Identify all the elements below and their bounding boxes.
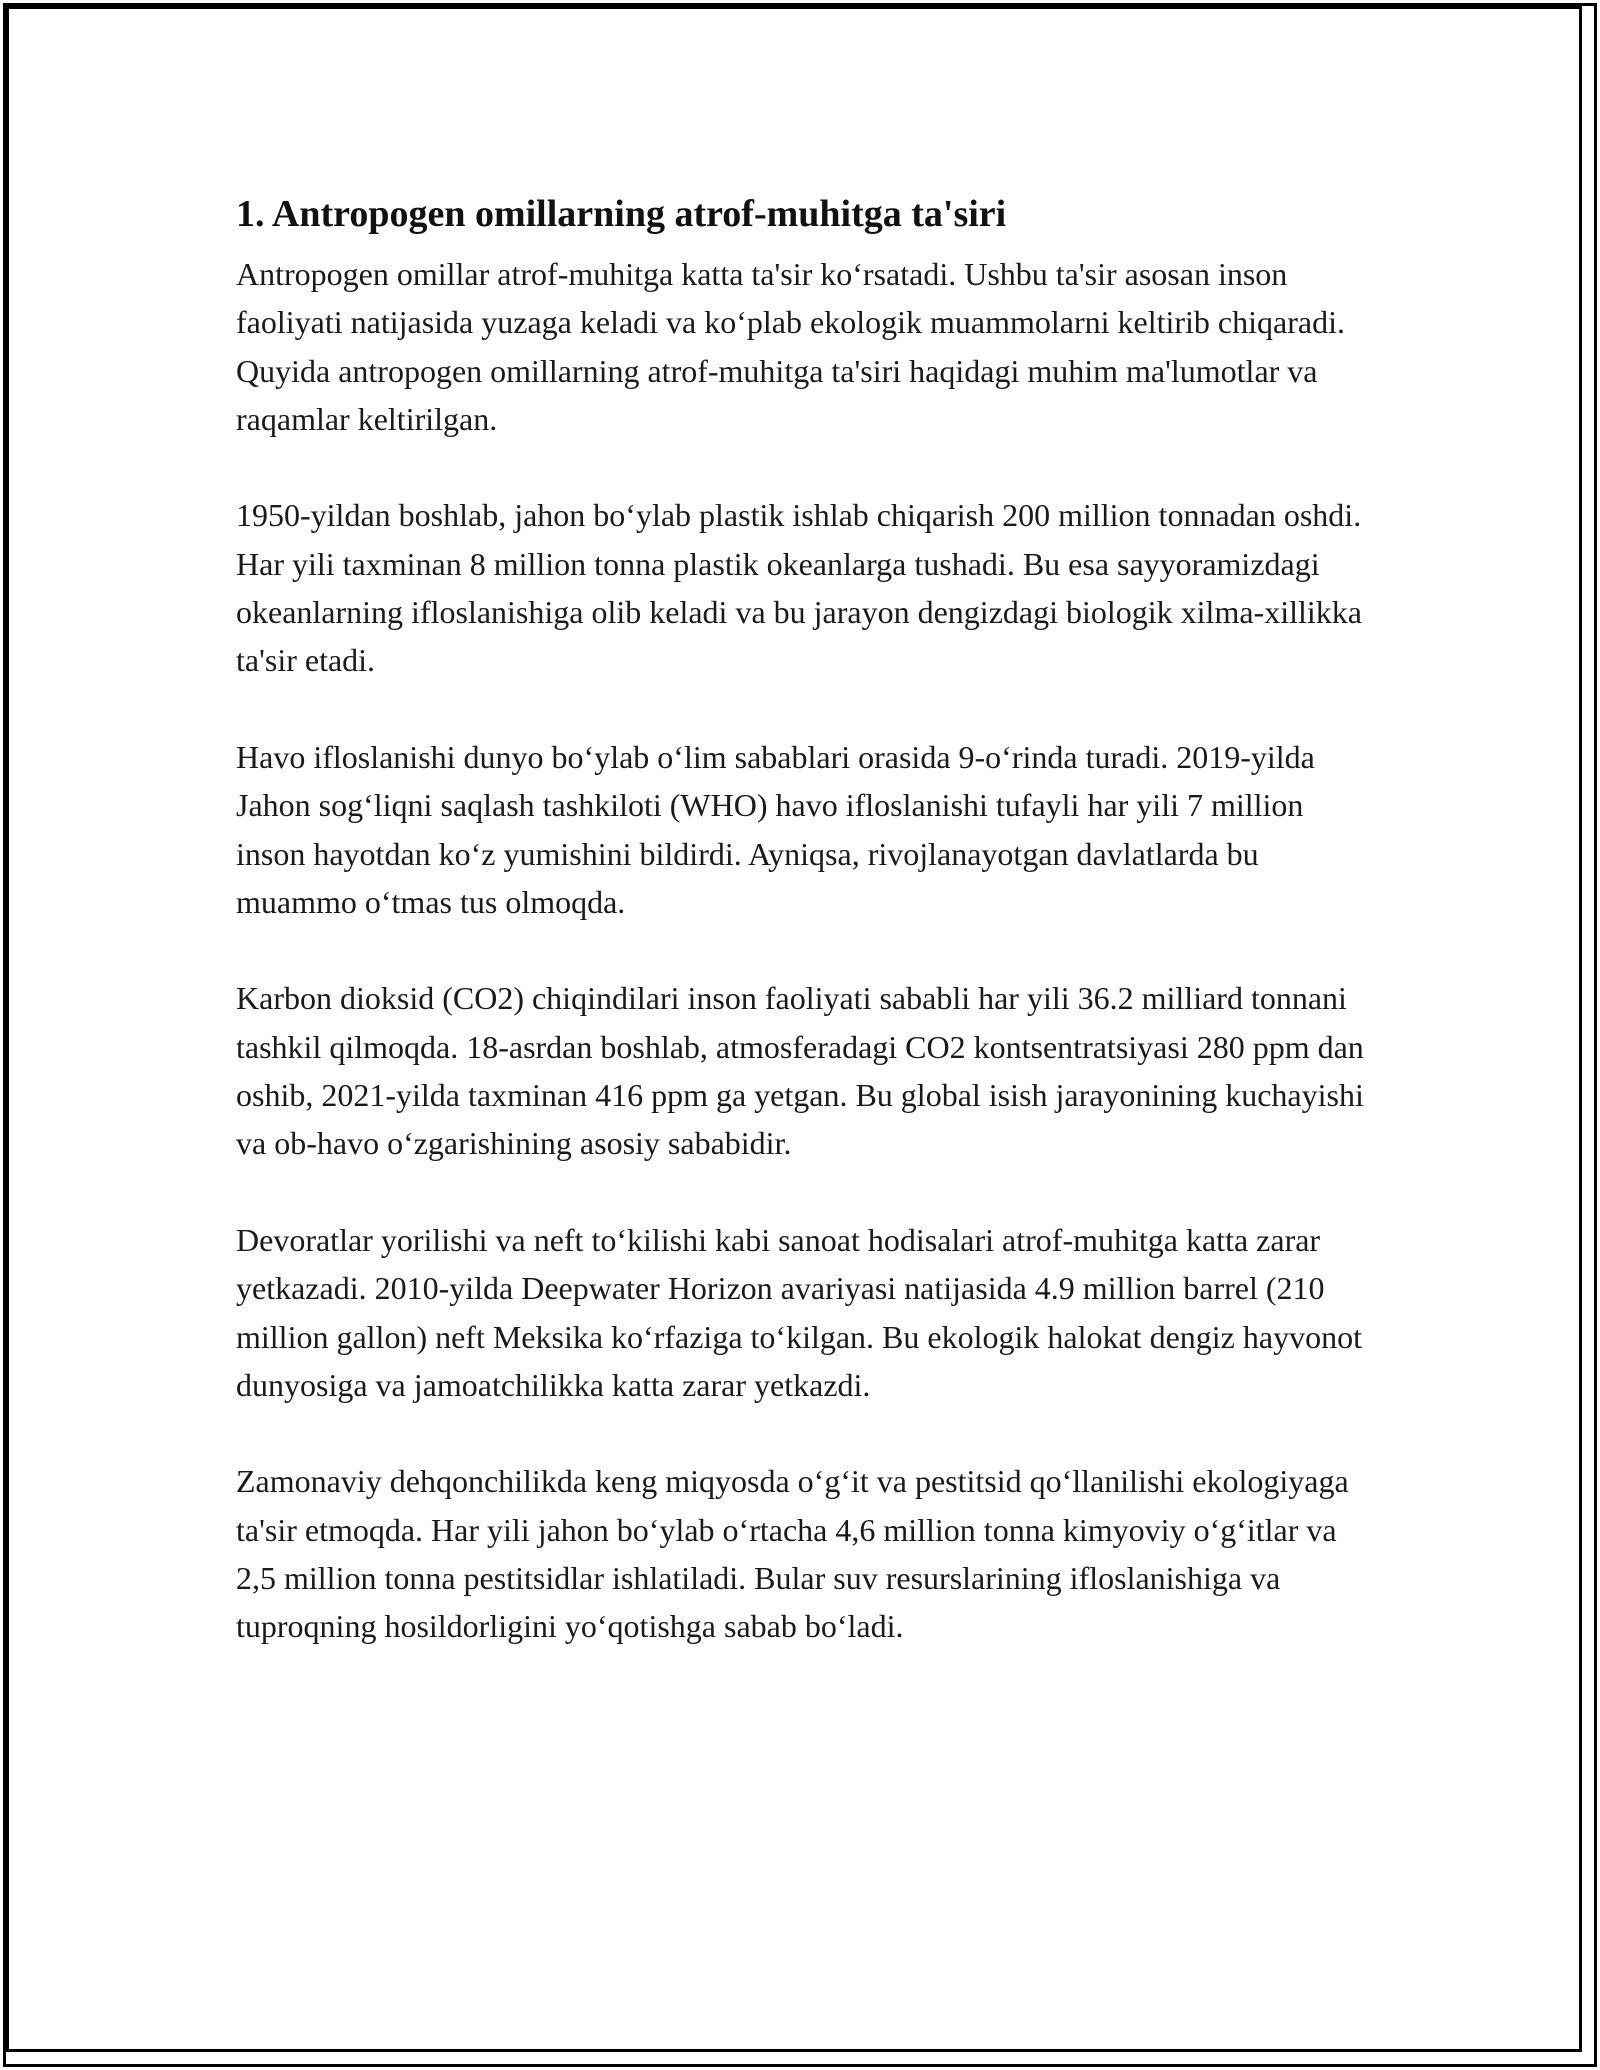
paragraph-oil-spill: Devoratlar yorilishi va neft to‘kilishi kabi sanoat hodisalari atrof-muhitga katta zarar yetkazadi. 2010-yilda Deepwater Horizon avariyasi natijasida 4.9 million barrel (210 million gallon) neft Meksika ko‘rfaziga to‘kilgan. Bu ekologik halokat dengiz hayvonot dunyosiga va jamoatchilikka katta zarar yetkazdi.	[236, 1221, 1362, 1403]
paragraph-agriculture: Zamonaviy dehqonchilikda keng miqyosda o‘g‘it va pestitsid qo‘llanilishi ekologiyaga ta'sir etmoqda. Har yili jahon bo‘ylab o‘rtacha 4,6 million tonna kimyoviy o‘g‘itlar va 2,5 million tonna pestitsidlar ishlatiladi. Bular suv resurslarining ifloslanishiga va tuproqning hosildorligini yo‘qotishga sabab bo‘ladi.	[236, 1463, 1349, 1645]
section-title: 1. Antropogen omillarning atrof-muhitga ta'siri	[236, 193, 1007, 235]
paragraph-intro: Antropogen omillar atrof-muhitga katta ta'sir ko‘rsatadi. Ushbu ta'sir asosan inson faoliyati natijasida yuzaga keladi va ko‘plab ekologik muammolarni keltirib chiqaradi. Quyida antropogen omillarning atrof-muhitga ta'siri haqidagi muhim ma'lumotlar va raqamlar keltirilgan.	[236, 256, 1345, 437]
paragraph-plastic: 1950-yildan boshlab, jahon bo‘ylab plastik ishlab chiqarish 200 million tonnadan oshdi. Har yili taxminan 8 million tonna plastik okeanlarga tushadi. Bu esa sayyoramizdagi okeanlarning ifloslanishiga olib keladi va bu jarayon dengizdagi biologik xilma-xillikka ta'sir etadi.	[236, 497, 1362, 679]
document-body	[236, 188, 1376, 1699]
paragraph-air-pollution: Havo ifloslanishi dunyo bo‘ylab o‘lim sabablari orasida 9-o‘rinda turadi. 2019-yilda Jahon sog‘liqni saqlash tashkiloti (WHO) havo ifloslanishi tufayli har yili 7 million inson hayotdan ko‘z yumishini bildirdi. Ayniqsa, rivojlanayotgan davlatlarda bu muammo o‘tmas tus olmoqda.	[236, 738, 1315, 920]
paragraph-co2: Karbon dioksid (CO2) chiqindilari inson faoliyati sababli har yili 36.2 milliard tonnani tashkil qilmoqda. 18-asrdan boshlab, atmosferadagi CO2 kontsentratsiyasi 280 ppm dan oshib, 2021-yilda taxminan 416 ppm ga yetgan. Bu global isish jarayonining kuchayishi va ob-havo o‘zgarishining asosiy sababidir.	[236, 980, 1364, 1162]
